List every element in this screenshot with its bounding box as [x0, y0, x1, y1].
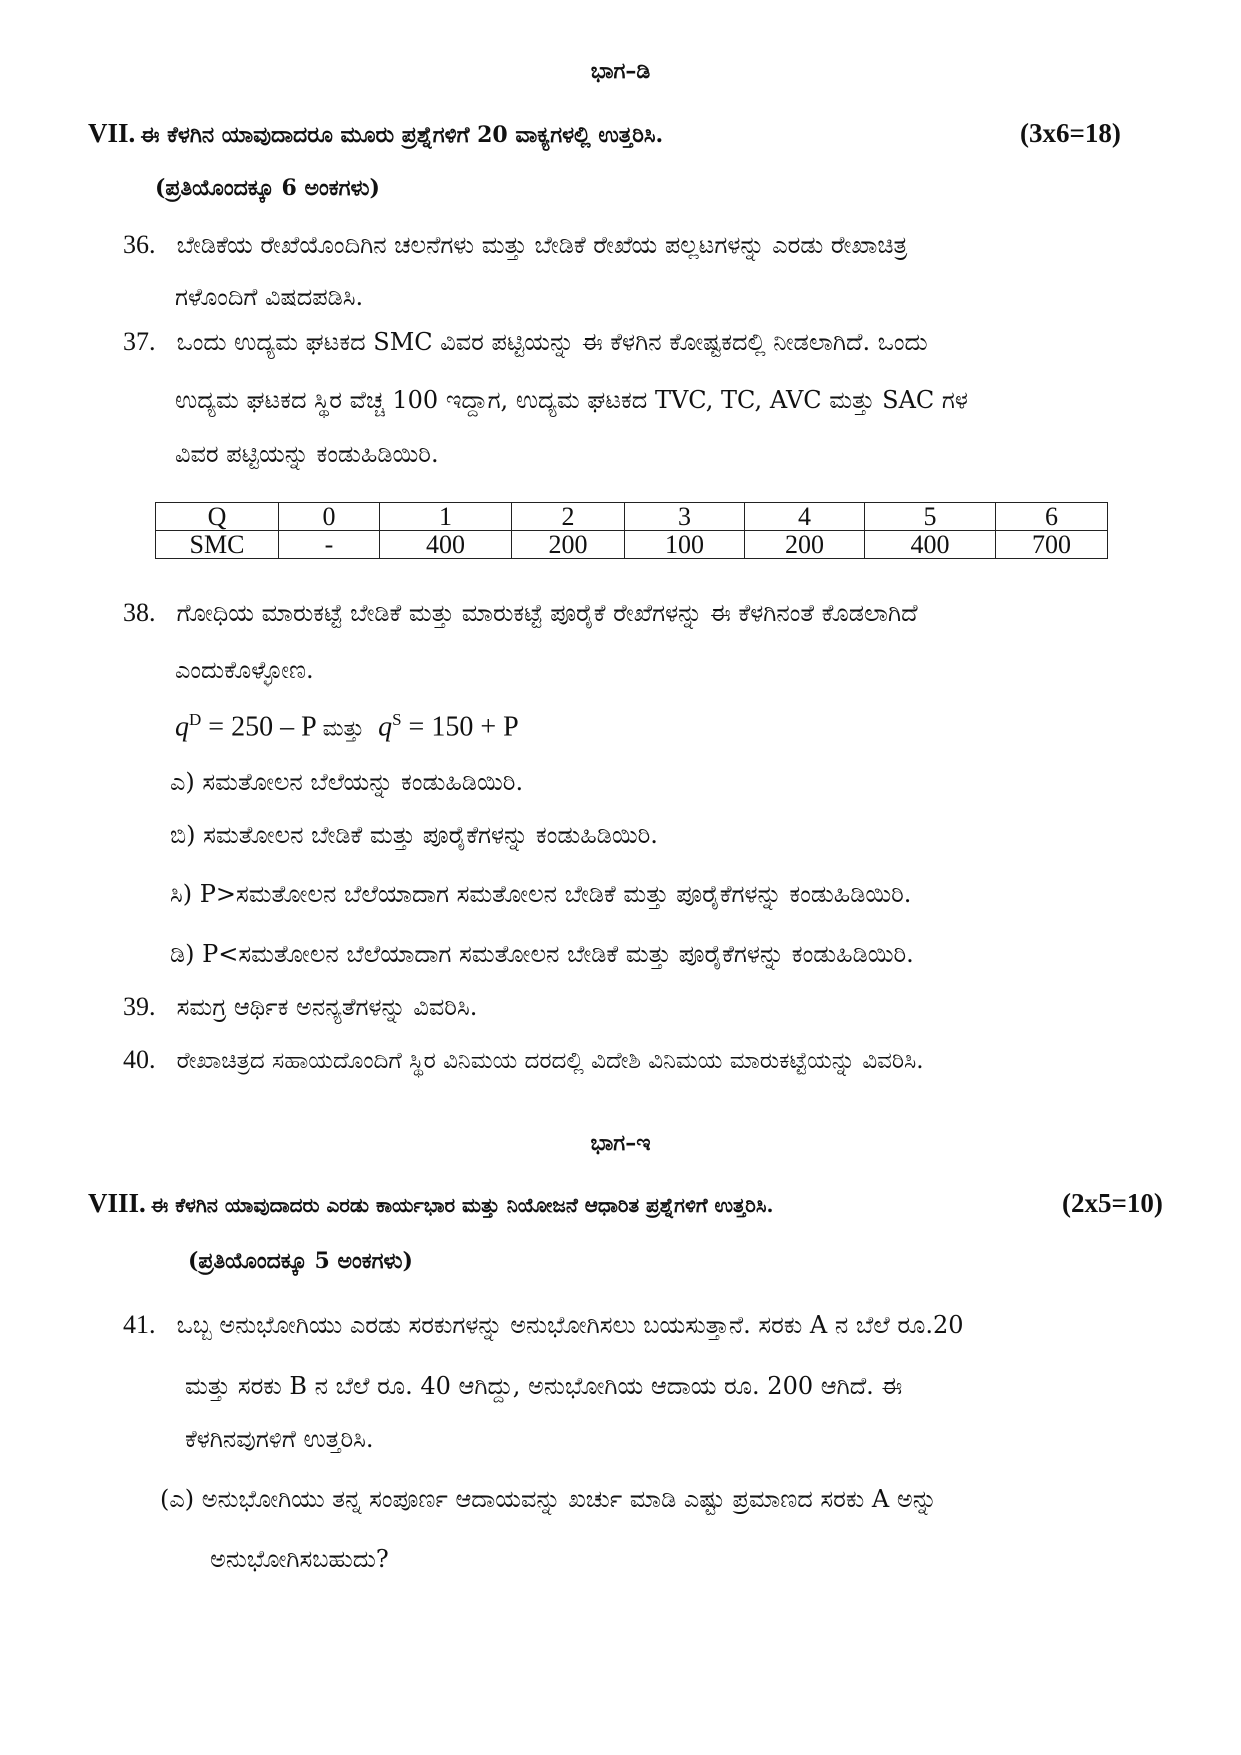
table-row [156, 503, 1108, 531]
qd-superscript: D [189, 710, 202, 729]
question-37-line-2: ಉದ್ಯಮ ಘಟಕದ ಸ್ಥಿರ ವೆಚ್ಚ 100 ಇದ್ದಾಗ, ಉದ್ಯಮ ಘಟಕದ TVC, TC, AVC ಮತ್ತು SAC ಗಳ [175, 386, 968, 414]
question-text: ಬೇಡಿಕೆಯ ರೇಖೆಯೊಂದಿಗಿನ ಚಲನೆಗಳು ಮತ್ತು ಬೇಡಿಕೆ ರೇಖೆಯ ಪಲ್ಲಟಗಳನ್ನು ಎರಡು ರೇಖಾಚಿತ್ರ [176, 231, 908, 259]
question-41-line-3: ಕೆಳಗಿನವುಗಳಿಗೆ ಉತ್ತರಿಸಿ. [185, 1425, 374, 1453]
question-text: ಸಮಗ್ರ ಆರ್ಥಿಕ ಅನನ್ಯತೆಗಳನ್ನು ವಿವರಿಸಿ. [176, 993, 478, 1021]
question-41-option-a-continued: ಅನುಭೋಗಿಸಬಹುದು? [210, 1545, 389, 1573]
qs-variable: q [378, 711, 393, 743]
section-viii-sub-marks: (ಪ್ರತಿಯೊಂದಕ್ಕೂ 5 ಅಂಕಗಳು) [188, 1248, 413, 1274]
question-38-line-2: ಎಂದುಕೊಳ್ಳೋಣ. [175, 656, 314, 684]
question-40 [123, 1045, 924, 1075]
question-text: ರೇಖಾಚಿತ್ರದ ಸಹಾಯದೊಂದಿಗೆ ಸ್ಥಿರ ವಿನಿಮಯ ದರದಲ್ಲಿ ವಿದೇಶಿ ವಿನಿಮಯ ಮಾರುಕಟ್ಟೆಯನ್ನು ವಿವರಿಸಿ. [176, 1048, 924, 1074]
table-cell: 4 [745, 503, 865, 531]
table-cell: 6 [996, 503, 1108, 531]
supply-demand-equation [175, 710, 519, 743]
table-cell: 1 [380, 503, 512, 531]
section-viii-marks: (2x5=10) [1062, 1188, 1163, 1218]
section-vii-instruction: ಈ ಕೆಳಗಿನ ಯಾವುದಾದರೂ ಮೂರು ಪ್ರಶ್ನೆಗಳಿಗೆ 20 ವಾಕ್ಯಗಳಲ್ಲಿ ಉತ್ತರಿಸಿ. [140, 122, 664, 148]
question-36-line-2: ಗಳೊಂದಿಗೆ ವಿಷದಪಡಿಸಿ. [175, 283, 364, 311]
question-38-option-d: ಡಿ) P<ಸಮತೋಲನ ಬೆಲೆಯಾದಾಗ ಸಮತೋಲನ ಬೇಡಿಕೆ ಮತ್ತು ಪೂರೈಕೆಗಳನ್ನು ಕಂಡುಹಿಡಿಯಿರಿ. [170, 940, 914, 968]
table-cell: 2 [512, 503, 625, 531]
question-37-line-3: ವಿವರ ಪಟ್ಟಿಯನ್ನು ಕಂಡುಹಿಡಿಯಿರಿ. [175, 440, 439, 468]
table-cell: SMC [156, 531, 279, 559]
section-viii-number: VIII. [88, 1188, 146, 1218]
table-cell: 700 [996, 531, 1108, 559]
question-36 [123, 230, 907, 260]
question-41-line-2: ಮತ್ತು ಸರಕು B ನ ಬೆಲೆ ರೂ. 40 ಆಗಿದ್ದು, ಅನುಭೋಗಿಯ ಆದಾಯ ರೂ. 200 ಆಗಿದೆ. ಈ [185, 1372, 903, 1400]
qd-rhs: = 250 – P [208, 711, 316, 743]
qs-rhs: = 150 + P [408, 711, 519, 743]
part-e-heading: ಭಾಗ–ಇ [590, 1130, 651, 1156]
question-38 [123, 598, 918, 628]
qs-superscript: S [392, 710, 402, 729]
question-38-option-a: ಎ) ಸಮತೋಲನ ಬೆಲೆಯನ್ನು ಕಂಡುಹಿಡಿಯಿರಿ. [170, 768, 524, 796]
question-text: ಒಂದು ಉದ್ಯಮ ಘಟಕದ SMC ವಿವರ ಪಟ್ಟಿಯನ್ನು ಈ ಕೆಳಗಿನ ಕೋಷ್ಟಕದಲ್ಲಿ ನೀಡಲಾಗಿದೆ. ಒಂದು [176, 328, 928, 356]
table-cell: 200 [745, 531, 865, 559]
question-41-option-a: (ಎ) ಅನುಭೋಗಿಯು ತನ್ನ ಸಂಪೂರ್ಣ ಆದಾಯವನ್ನು ಖರ್ಚು ಮಾಡಿ ಎಷ್ಟು ಪ್ರಮಾಣದ ಸರಕು A ಅನ್ನು [160, 1485, 937, 1513]
section-viii-line [88, 1188, 773, 1219]
table-cell: 400 [865, 531, 996, 559]
table-row [156, 531, 1108, 559]
section-vii-number: VII. [88, 118, 136, 148]
table-cell: 0 [279, 503, 380, 531]
question-37 [123, 327, 928, 357]
question-number: 41. [123, 1310, 156, 1339]
section-vii-sub-marks: (ಪ್ರತಿಯೊಂದಕ್ಕೂ 6 ಅಂಕಗಳು) [155, 175, 380, 201]
table-cell: 5 [865, 503, 996, 531]
equation-joiner: ಮತ್ತು [322, 716, 365, 742]
smc-table [155, 502, 1108, 559]
table-cell: 3 [625, 503, 745, 531]
part-d-heading: ಭಾಗ–ಡಿ [590, 58, 651, 84]
question-number: 37. [123, 327, 156, 356]
question-41 [123, 1310, 964, 1340]
question-text: ಒಬ್ಬ ಅನುಭೋಗಿಯು ಎರಡು ಸರಕುಗಳನ್ನು ಅನುಭೋಗಿಸಲು ಬಯಸುತ್ತಾನೆ. ಸರಕು A ನ ಬೆಲೆ ರೂ.20 [176, 1311, 964, 1339]
section-vii-line [88, 118, 663, 149]
table-cell: Q [156, 503, 279, 531]
section-viii-instruction: ಈ ಕೆಳಗಿನ ಯಾವುದಾದರು ಎರಡು ಕಾರ್ಯಭಾರ ಮತ್ತು ನಿಯೋಜನೆ ಆಧಾರಿತ ಪ್ರಶ್ನೆಗಳಿಗೆ ಉತ್ತರಿಸಿ. [150, 1193, 774, 1217]
table-cell: 100 [625, 531, 745, 559]
question-number: 39. [123, 992, 156, 1021]
qd-variable: q [175, 711, 189, 743]
question-38-option-b: ಬಿ) ಸಮತೋಲನ ಬೇಡಿಕೆ ಮತ್ತು ಪೂರೈಕೆಗಳನ್ನು ಕಂಡುಹಿಡಿಯಿರಿ. [170, 821, 658, 849]
question-number: 40. [123, 1045, 156, 1074]
question-text: ಗೋಧಿಯ ಮಾರುಕಟ್ಟೆ ಬೇಡಿಕೆ ಮತ್ತು ಮಾರುಕಟ್ಟೆ ಪೂರೈಕೆ ರೇಖೆಗಳನ್ನು ಈ ಕೆಳಗಿನಂತೆ ಕೊಡಲಾಗಿದೆ [176, 599, 918, 627]
question-39 [123, 992, 477, 1022]
question-number: 36. [123, 230, 156, 259]
table-cell: 200 [512, 531, 625, 559]
table-cell: 400 [380, 531, 512, 559]
section-vii-marks: (3x6=18) [1020, 118, 1121, 148]
question-38-option-c: ಸಿ) P>ಸಮತೋಲನ ಬೆಲೆಯಾದಾಗ ಸಮತೋಲನ ಬೇಡಿಕೆ ಮತ್ತು ಪೂರೈಕೆಗಳನ್ನು ಕಂಡುಹಿಡಿಯಿರಿ. [170, 880, 912, 908]
question-number: 38. [123, 598, 156, 627]
table-cell: - [279, 531, 380, 559]
